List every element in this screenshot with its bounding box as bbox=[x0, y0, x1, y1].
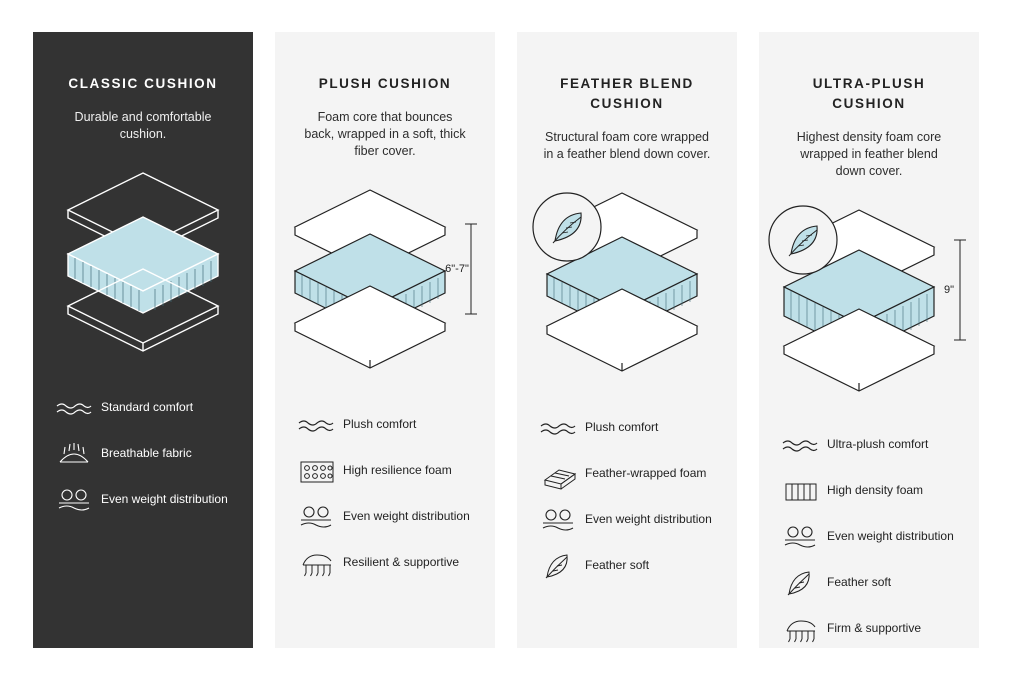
wave-icon bbox=[297, 411, 343, 441]
feature-item bbox=[539, 460, 721, 490]
feature-label: Even weight distribution bbox=[101, 492, 228, 506]
feature-item bbox=[781, 523, 963, 553]
supportive-icon bbox=[297, 549, 343, 579]
dimension-label: 6"-7" bbox=[445, 263, 469, 275]
feature-item bbox=[55, 486, 237, 516]
breathable-fabric-icon bbox=[55, 440, 101, 470]
card-title: CLASSIC CUSHION bbox=[68, 76, 218, 91]
card-description: Structural foam core wrapped in a feather blend down cover. bbox=[543, 130, 711, 161]
cushion-illustration-plush bbox=[275, 172, 495, 407]
resilience-grid-icon bbox=[297, 457, 343, 487]
feature-item bbox=[297, 503, 479, 533]
features-list bbox=[759, 431, 979, 645]
card-description: Highest density foam core wrapped in feather blend down cover. bbox=[796, 130, 942, 178]
feature-item bbox=[297, 457, 479, 487]
wave-icon bbox=[539, 414, 585, 444]
card-title: PLUSH CUSHION bbox=[318, 76, 452, 91]
even-weight-icon bbox=[55, 486, 101, 516]
feature-label: Plush comfort bbox=[343, 417, 417, 431]
feature-label: Feather soft bbox=[827, 575, 892, 589]
card-ultra-plush-cushion[interactable] bbox=[759, 32, 979, 648]
dimension-label: 9" bbox=[943, 284, 955, 296]
feature-item bbox=[781, 477, 963, 507]
feature-label: Plush comfort bbox=[585, 420, 659, 434]
feature-label: Even weight distribution bbox=[827, 529, 954, 543]
card-title: FEATHER BLEND CUSHION bbox=[560, 76, 694, 111]
cushion-illustration-ultra-plush bbox=[759, 192, 979, 427]
card-feather-blend-cushion[interactable] bbox=[517, 32, 737, 648]
feature-item bbox=[539, 552, 721, 582]
supportive-icon bbox=[781, 615, 827, 645]
features-list bbox=[517, 414, 737, 582]
feature-item bbox=[539, 506, 721, 536]
features-list bbox=[275, 411, 495, 579]
card-description: Durable and comfortable cushion. bbox=[74, 110, 212, 141]
feature-label: Firm & supportive bbox=[827, 621, 922, 635]
feature-label: High resilience foam bbox=[343, 463, 452, 477]
feature-item bbox=[297, 549, 479, 579]
feature-label: Feather soft bbox=[585, 558, 650, 572]
feature-label: Ultra-plush comfort bbox=[827, 437, 929, 451]
feature-label: Even weight distribution bbox=[585, 512, 712, 526]
feature-item bbox=[539, 414, 721, 444]
feature-item bbox=[781, 569, 963, 599]
feature-label: Standard comfort bbox=[101, 400, 194, 414]
cushion-illustration-feather-blend bbox=[517, 175, 737, 410]
density-foam-icon bbox=[781, 477, 827, 507]
card-classic-cushion[interactable] bbox=[33, 32, 253, 648]
even-weight-icon bbox=[297, 503, 343, 533]
feature-label: High density foam bbox=[827, 483, 924, 497]
card-description: Foam core that bounces back, wrapped in a soft, thick fiber cover. bbox=[304, 110, 466, 158]
feather-icon bbox=[539, 552, 585, 582]
feather-wrapped-foam-icon bbox=[539, 460, 585, 490]
feature-label: Breathable fabric bbox=[101, 446, 192, 460]
features-list bbox=[33, 394, 253, 516]
feature-label: Resilient & supportive bbox=[343, 555, 460, 569]
feature-item bbox=[297, 411, 479, 441]
leaf-badge-icon bbox=[533, 193, 601, 261]
even-weight-icon bbox=[781, 523, 827, 553]
feature-label: Even weight distribution bbox=[343, 509, 470, 523]
even-weight-icon bbox=[539, 506, 585, 536]
feature-item bbox=[781, 431, 963, 461]
feather-icon bbox=[781, 569, 827, 599]
card-plush-cushion[interactable] bbox=[275, 32, 495, 648]
feature-item bbox=[781, 615, 963, 645]
feature-label: Feather-wrapped foam bbox=[585, 466, 707, 480]
wave-icon bbox=[781, 431, 827, 461]
feature-item bbox=[55, 394, 237, 424]
wave-icon bbox=[55, 394, 101, 424]
cushion-illustration-classic bbox=[33, 155, 253, 390]
leaf-badge-icon bbox=[769, 206, 837, 274]
card-title: ULTRA-PLUSH CUSHION bbox=[812, 76, 926, 111]
feature-item bbox=[55, 440, 237, 470]
